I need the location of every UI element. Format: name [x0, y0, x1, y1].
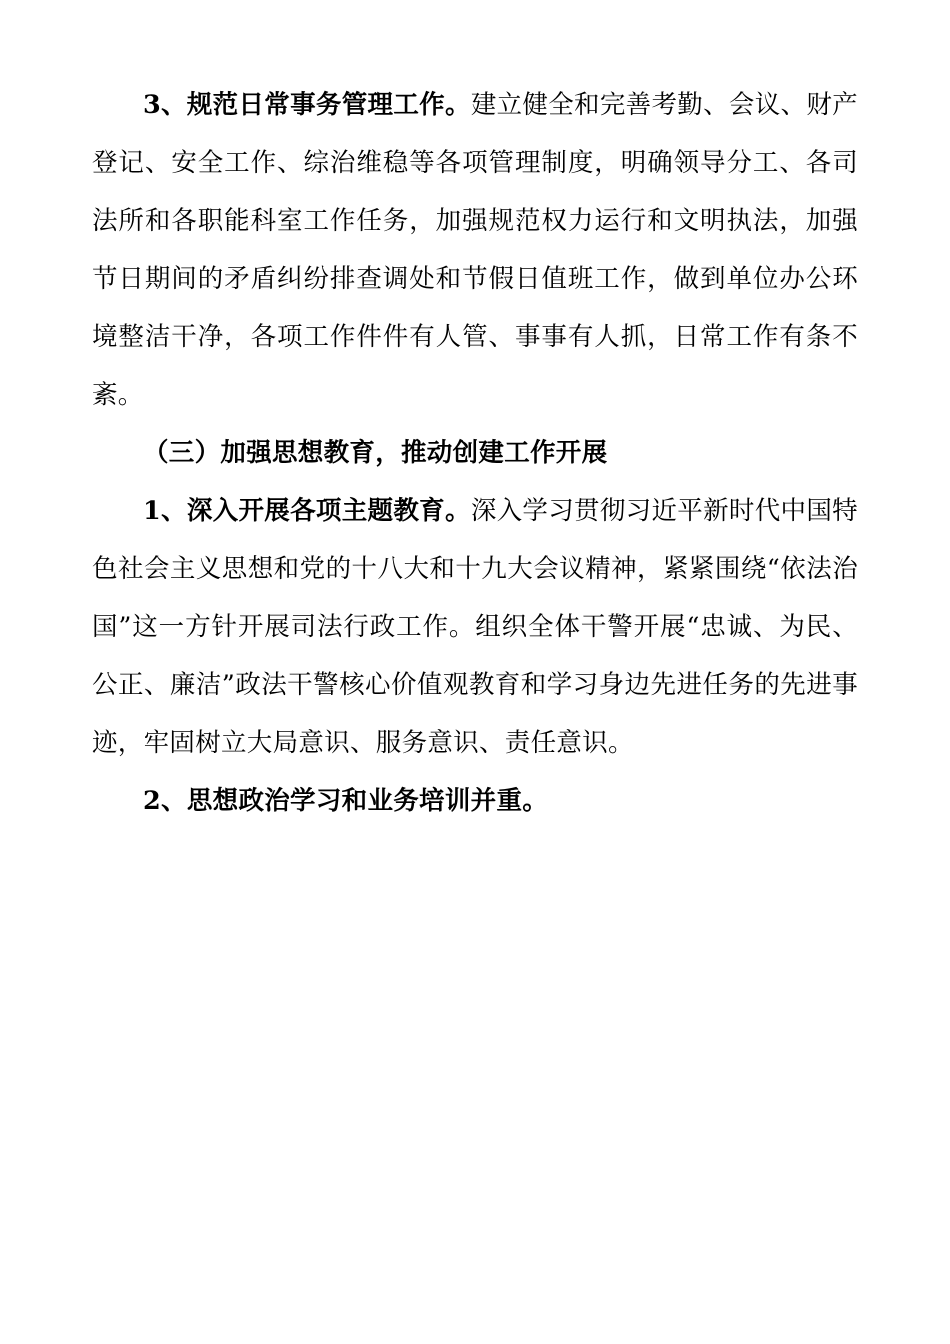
- paragraph-political-study: [92, 772, 858, 830]
- paragraph-lead: 3、规范日常事务管理工作。: [143, 90, 471, 120]
- paragraph-lead: 1、深入开展各项主题教育。: [143, 496, 471, 526]
- paragraph-routine-management: [92, 76, 858, 424]
- paragraph-theme-education: [92, 482, 858, 772]
- section-heading: （三）加强思想教育，推动创建工作开展: [143, 438, 608, 468]
- document-page: [92, 76, 858, 830]
- paragraph-body: 深入学习贯彻习近平新时代中国特色社会主义思想和党的十八大和十九大会议精神，紧紧围绕“依法治国”这一方针开展司法行政工作。组织全体干警开展“忠诚、为民、公正、廉洁”政法干警核心价值观教育和学习身边先进任务的先进事迹，牢固树立大局意识、服务意识、责任意识。: [92, 496, 858, 758]
- paragraph-body: 建立健全和完善考勤、会议、财产登记、安全工作、综治维稳等各项管理制度，明确领导分工、各司法所和各职能科室工作任务，加强规范权力运行和文明执法，加强节日期间的矛盾纠纷排查调处和节假日值班工作，做到单位办公环境整洁干净，各项工作件件有人管、事事有人抓，日常工作有条不紊。: [92, 90, 858, 410]
- paragraph-lead: 2、思想政治学习和业务培训并重。: [143, 786, 549, 816]
